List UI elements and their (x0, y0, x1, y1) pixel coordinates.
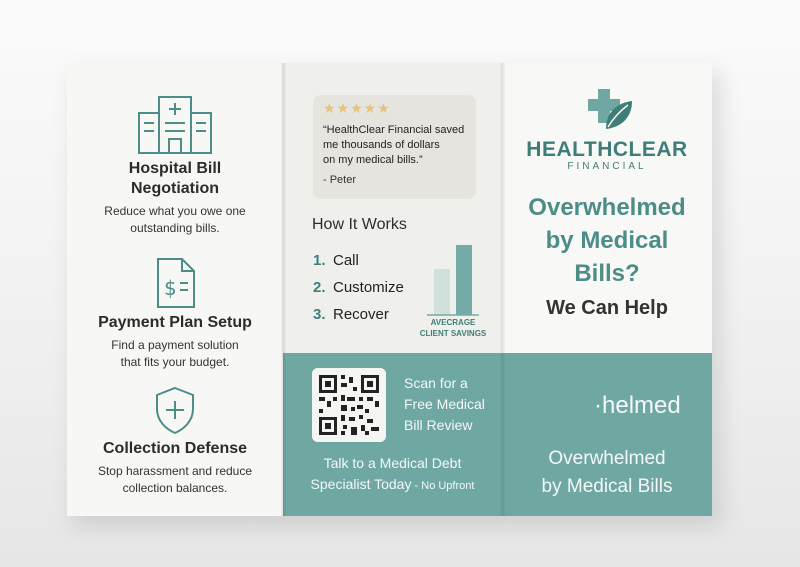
service-title: Collection Defense (102, 440, 248, 457)
savings-label-line: AVECRAGE (430, 318, 476, 327)
service-title-line: Hospital Bill (128, 160, 222, 177)
step-number: 1. (313, 252, 326, 269)
fold-crease (500, 63, 505, 516)
scan-line: Scan for a (404, 375, 468, 391)
savings-bar-small (434, 269, 450, 315)
svg-text:$: $ (164, 276, 177, 300)
service-desc-line: Stop harassment and reduce (97, 464, 253, 478)
savings-chart (413, 241, 493, 343)
brand-name: HEALTHCLEAR (526, 138, 688, 161)
qr-code[interactable] (312, 368, 386, 442)
cross-leaf-icon (586, 85, 634, 133)
service-title: Payment Plan Setup (98, 314, 252, 331)
headline-line: Overwhelmed (528, 194, 686, 221)
service-desc-line: Find a payment solution (111, 338, 239, 352)
service-desc-line: that fits your budget. (120, 355, 230, 369)
step-number: 2. (313, 279, 326, 296)
review-card (313, 95, 476, 199)
service-title-line: Negotiation (131, 180, 219, 197)
repeat-line: Overwhelmed (548, 448, 666, 469)
step-label: Customize (333, 279, 404, 296)
service-desc-line: Reduce what you owe one (104, 204, 246, 218)
middle-panel (283, 63, 502, 516)
step-label: Call (333, 252, 359, 269)
service-desc-line: collection balances. (122, 481, 228, 495)
savings-label-line: CLIENT SAVINGS (419, 329, 487, 338)
hospital-icon (135, 93, 215, 155)
step-label: Recover (333, 306, 389, 323)
partial-text: ·helmed (594, 392, 681, 419)
cover-headline (502, 191, 712, 290)
talk-line: Specialist Today (310, 476, 412, 492)
service-desc-line: outstanding bills. (130, 221, 220, 235)
talk-small-note: - No Upfront (411, 480, 475, 492)
step-item (313, 274, 404, 301)
review-quote-line: on my medical bills.” (323, 154, 423, 166)
review-author: - Peter (323, 174, 357, 186)
step-item (313, 301, 404, 328)
back-fold-title (502, 445, 712, 501)
repeat-line: by Medical Bills (541, 476, 673, 497)
step-number: 3. (313, 306, 326, 323)
talk-to-specialist (283, 453, 502, 497)
brand-subtitle: FINANCIAL (567, 161, 647, 172)
scan-text (404, 373, 485, 436)
scan-line: Bill Review (404, 417, 473, 433)
document-dollar-icon (150, 257, 200, 309)
service-hospital-bill (67, 93, 283, 237)
scan-line: Free Medical (404, 396, 485, 412)
shield-plus-icon (152, 385, 198, 435)
review-quote-line: me thousands of dollars (323, 139, 440, 151)
savings-bar-large (456, 245, 472, 315)
service-collection-defense (67, 385, 283, 497)
headline-line: Bills? (574, 260, 640, 287)
headline-line: by Medical (545, 227, 669, 254)
how-it-works-title: How It Works (312, 216, 407, 233)
cover-subhead: We Can Help (546, 297, 668, 319)
rating-stars: ★★★★★ (323, 100, 391, 116)
talk-line: Talk to a Medical Debt (323, 455, 462, 471)
review-quote-line: “HealthClear Financial saved (323, 124, 465, 136)
services-panel (67, 63, 283, 516)
qr-code-card[interactable] (312, 368, 386, 442)
fold-crease (281, 63, 286, 516)
step-item (313, 247, 404, 274)
steps-list (313, 247, 404, 328)
service-payment-plan (67, 257, 283, 371)
cover-panel (502, 63, 712, 516)
